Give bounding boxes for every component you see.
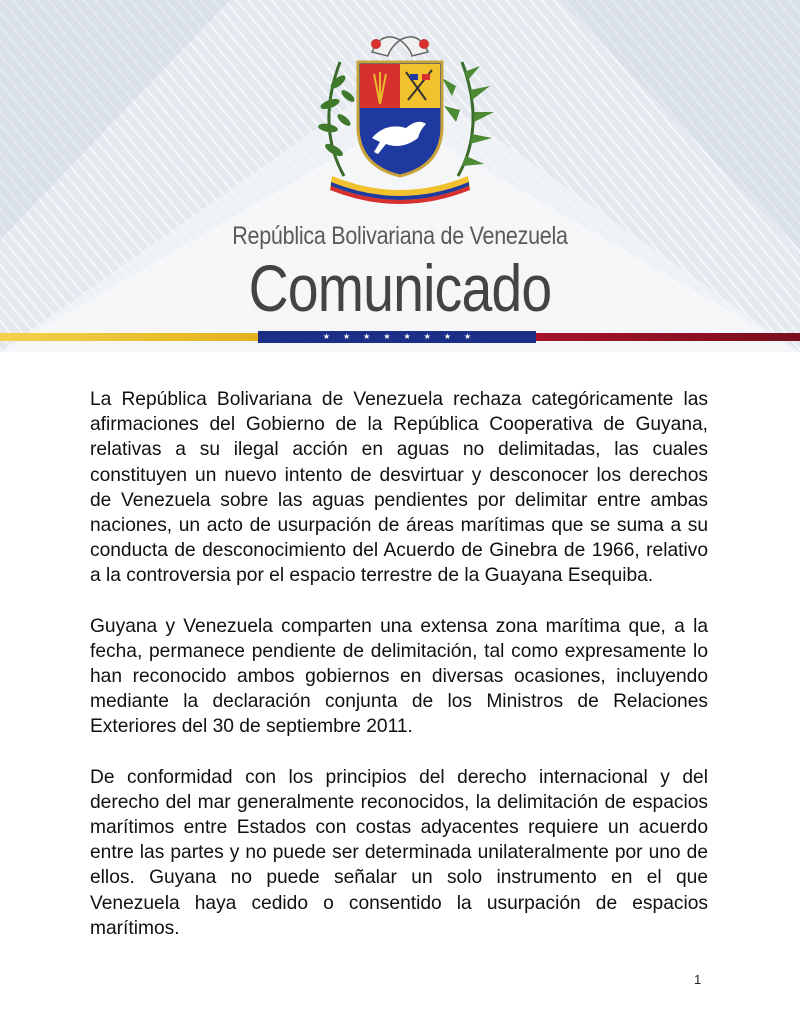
band-red	[536, 333, 800, 341]
country-name: República Bolivariana de Venezuela	[232, 222, 568, 250]
star-icon: ★	[403, 332, 411, 341]
band-yellow	[0, 333, 258, 341]
paragraph: De conformidad con los principios del derecho internacional y del derecho del mar generalmente reconocidos, la delimitación de espacios marítimos entre Estados con costas adyacentes requiere un acuerdo entre las partes y no puede ser determinada unilateralmente por uno de ellos. Guyana no puede señalar un solo instrumento en el que Venezuela haya cedido o consentido la usurpación de espacios marítimos.	[90, 766, 708, 939]
star-icon: ★	[322, 332, 330, 341]
band-stars	[258, 331, 536, 343]
communique-body	[90, 387, 708, 966]
letterhead	[0, 0, 800, 352]
star-icon: ★	[363, 332, 371, 341]
star-icon: ★	[423, 332, 431, 341]
document-title: Comunicado	[248, 251, 552, 325]
star-icon: ★	[443, 332, 452, 341]
star-icon: ★	[464, 332, 472, 341]
star-icon: ★	[383, 332, 391, 341]
paragraph: Guyana y Venezuela comparten una extensa zona marítima que, a la fecha, permanece pendiente de delimitación, tal como expresamente lo han reconocido ambos gobiernos en diversas ocasiones, incluyendo mediante la declaración conjunta de los Ministros de Relaciones Exteriores del 30 de septiembre 2011.	[90, 615, 708, 738]
star-icon: ★	[342, 332, 351, 341]
paragraph: La República Bolivariana de Venezuela rechaza categóricamente las afirmaciones del Gobierno de la República Cooperativa de Guyana, relativas a su ilegal acción en aguas no delimitadas, las cuales constituyen un nuevo intento de desvirtuar y desconocer los derechos de Venezuela sobre las aguas pendientes por delimitar entre ambas naciones, un acto de usurpación de áreas marítimas que se suma a su conducta de desconocimiento del Acuerdo de Ginebra de 1966, relativo a la controversia por el espacio terrestre de la Guayana Esequiba.	[90, 389, 708, 587]
coat-of-arms-of-venezuela-icon	[302, 26, 498, 206]
flag-color-band	[0, 331, 800, 343]
page-number: 1	[694, 972, 702, 987]
